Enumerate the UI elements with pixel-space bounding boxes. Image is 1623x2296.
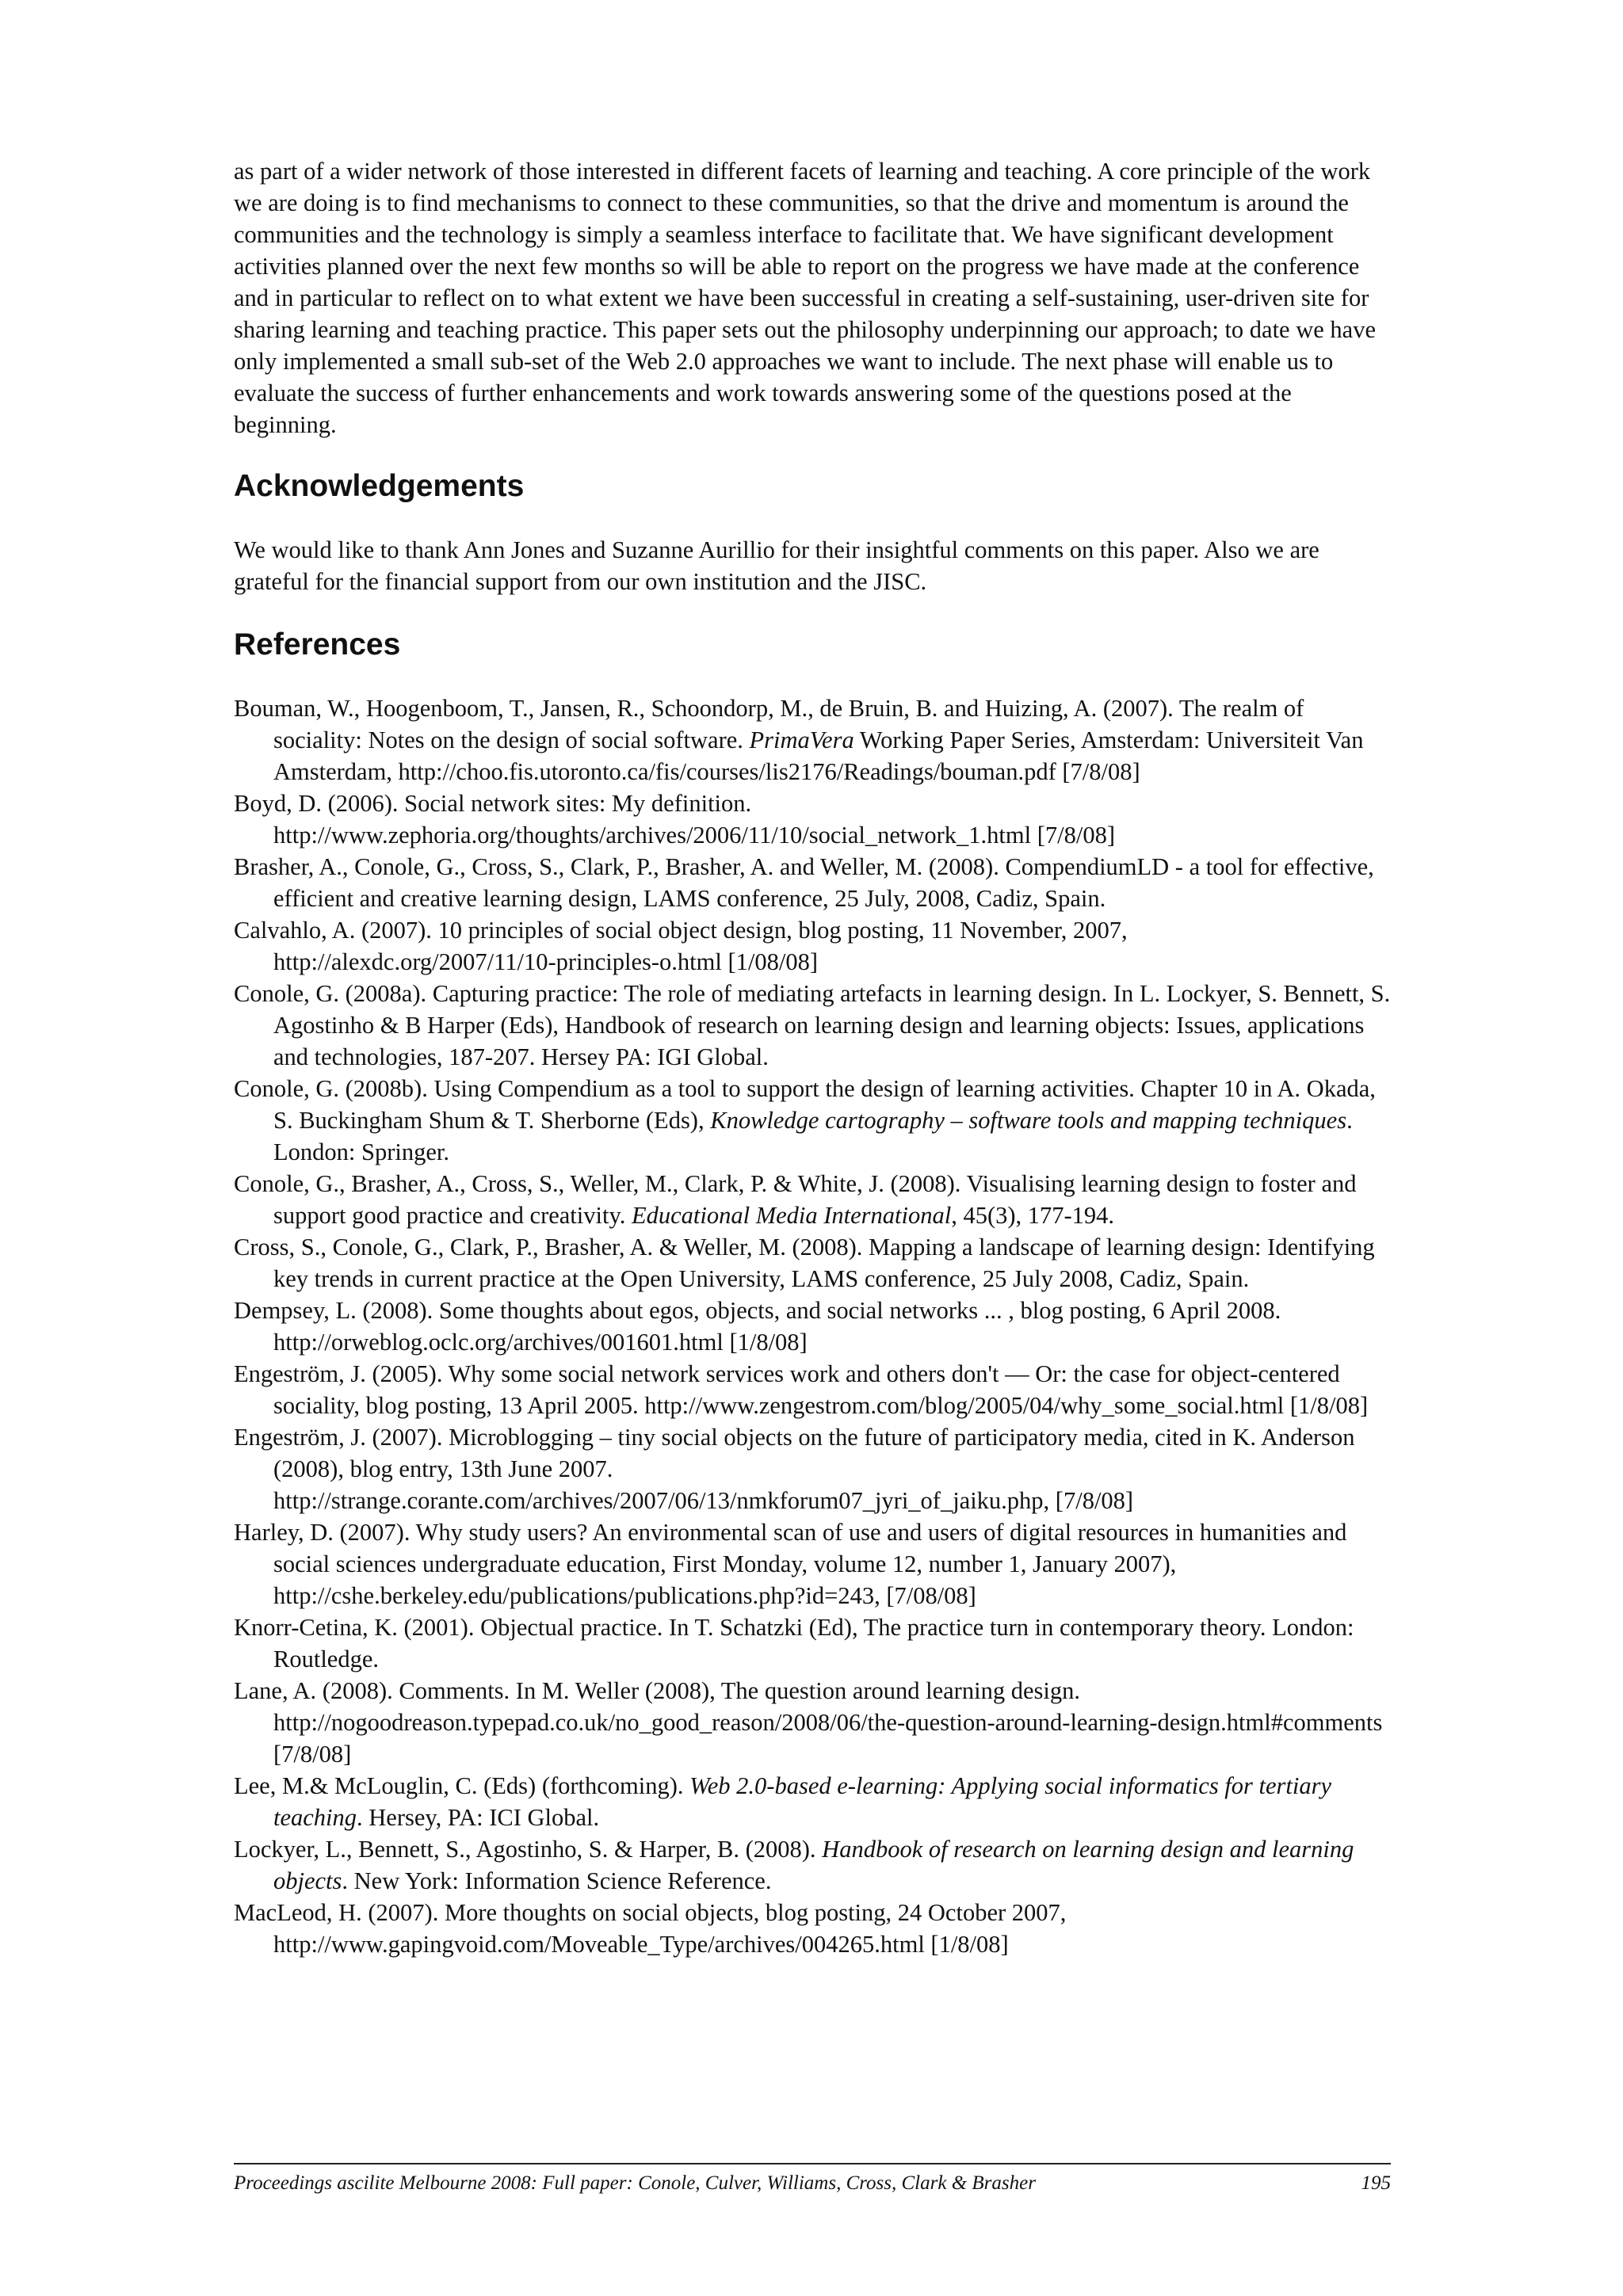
reference-list [234,692,1391,1960]
page-footer [234,2163,1391,2196]
reference-item: Boyd, D. (2006). Social network sites: My definition. http://www.zephoria.org/thoughts/archives/2006/11/10/social_network_1.html [7/8/08] [234,790,1115,849]
reference-item: Harley, D. (2007). Why study users? An environmental scan of use and users of digital resources in humanities and social sciences undergraduate education, First Monday, volume 12, number 1, January 2007), http://cshe.berkeley.edu/publications/publications.php?id=243, [7/08/08] [234,1519,1347,1609]
reference-item: Lane, A. (2008). Comments. In M. Weller (2008), The question around learning design. http://nogoodreason.typepad.co.uk/no_good_reason/2008/06/the-question-around-learning-design.html#comments [7/8/08] [234,1677,1383,1768]
reference-item: Brasher, A., Conole, G., Cross, S., Clark, P., Brasher, A. and Weller, M. (2008). CompendiumLD - a tool for effective, efficient and creative learning design, LAMS conference, 25 July, 2008, Cadiz, Spain. [234,853,1374,912]
reference-item: Conole, G., Brasher, A., Cross, S., Weller, M., Clark, P. & White, J. (2008). Visualising learning design to foster and support good practice and creativity. Educational Media International, 45(3), 177-194. [234,1170,1357,1229]
reference-item: Engeström, J. (2005). Why some social network services work and others don't — Or: the case for object-centered sociality, blog posting, 13 April 2005. http://www.zengestrom.com/blog/2005/04/why_some_social.html [1/8/08] [234,1360,1369,1419]
reference-item: Dempsey, L. (2008). Some thoughts about egos, objects, and social networks ... , blog posting, 6 April 2008. http://orweblog.oclc.org/archives/001601.html [1/8/08] [234,1297,1281,1356]
reference-item: Bouman, W., Hoogenboom, T., Jansen, R., Schoondorp, M., de Bruin, B. and Huizing, A. (2007). The realm of sociality: Notes on the design of social software. PrimaVera Working Paper Series, Amsterdam: Universiteit Van Amsterdam, http://choo.fis.utoronto.ca/fis/courses/lis2176/Readings/bouman.pdf [7/8/08] [234,695,1364,785]
reference-item: Knorr-Cetina, K. (2001). Objectual practice. In T. Schatzki (Ed), The practice turn in contemporary theory. London: Routledge. [234,1614,1354,1672]
reference-item: Calvahlo, A. (2007). 10 principles of social object design, blog posting, 11 November, 2007, http://alexdc.org/2007/11/10-principles-o.html [1/08/08] [234,917,1128,975]
footer-citation: Proceedings ascilite Melbourne 2008: Full paper: Conole, Culver, Williams, Cross, Clark & Brasher [234,2172,1036,2194]
acknowledgements-heading: Acknowledgements [234,469,525,503]
reference-item: Engeström, J. (2007). Microblogging – tiny social objects on the future of participatory media, cited in K. Anderson (2008), blog entry, 13th June 2007. http://strange.corante.com/archives/2007/06/13/nmkforum07_jyri_of_jaiku.php, [7/8/08] [234,1424,1355,1514]
references-heading: References [234,627,401,662]
reference-item: Lockyer, L., Bennett, S., Agostinho, S. & Harper, B. (2008). Handbook of research on learning design and learning objects. New York: Information Science Reference. [234,1836,1354,1894]
reference-item: Conole, G. (2008b). Using Compendium as a tool to support the design of learning activities. Chapter 10 in A. Okada, S. Buckingham Shum & T. Sherborne (Eds), Knowledge cartography – software tools and mapping techniques. London: Springer. [234,1075,1376,1165]
reference-item: Cross, S., Conole, G., Clark, P., Brasher, A. & Weller, M. (2008). Mapping a landscape of learning design: Identifying key trends in current practice at the Open University, LAMS conference, 25 July 2008, Cadiz, Spain. [234,1234,1375,1292]
reference-item: Lee, M.& McLouglin, C. (Eds) (forthcoming). Web 2.0-based e-learning: Applying social informatics for tertiary teaching. Hersey, PA: ICI Global. [234,1772,1332,1831]
page-number: 195 [1361,2172,1391,2194]
intro-paragraph: as part of a wider network of those interested in different facets of learning and teaching. A core principle of the work we are doing is to find mechanisms to connect to these communities, so that the drive and momentum is around the communities and the technology is simply a seamless interface to facilitate that. We have significant development activities planned over the next few months so will be able to report on the progress we have made at the conference and in particular to reflect on to what extent we have been successful in creating a self-sustaining, user-driven site for sharing learning and teaching practice. This paper sets out the philosophy underpinning our approach; to date we have only implemented a small sub-set of the Web 2.0 approaches we want to include. The next phase will enable us to evaluate the success of further enhancements and work towards answering some of the questions posed at the beginning. [234,158,1376,438]
page-content [234,155,1391,1960]
acknowledgements-text: We would like to thank Ann Jones and Suzanne Aurillio for their insightful comments on this paper. Also we are grateful for the financial support from our own institution and the JISC. [234,536,1319,595]
reference-item: Conole, G. (2008a). Capturing practice: The role of mediating artefacts in learning design. In L. Lockyer, S. Bennett, S. Agostinho & B Harper (Eds), Handbook of research on learning design and learning objects: Issues, applications and technologies, 187-207. Hersey PA: IGI Global. [234,980,1391,1070]
reference-item: MacLeod, H. (2007). More thoughts on social objects, blog posting, 24 October 2007, http://www.gapingvoid.com/Moveable_Type/archives/004265.html [1/8/08] [234,1899,1067,1958]
